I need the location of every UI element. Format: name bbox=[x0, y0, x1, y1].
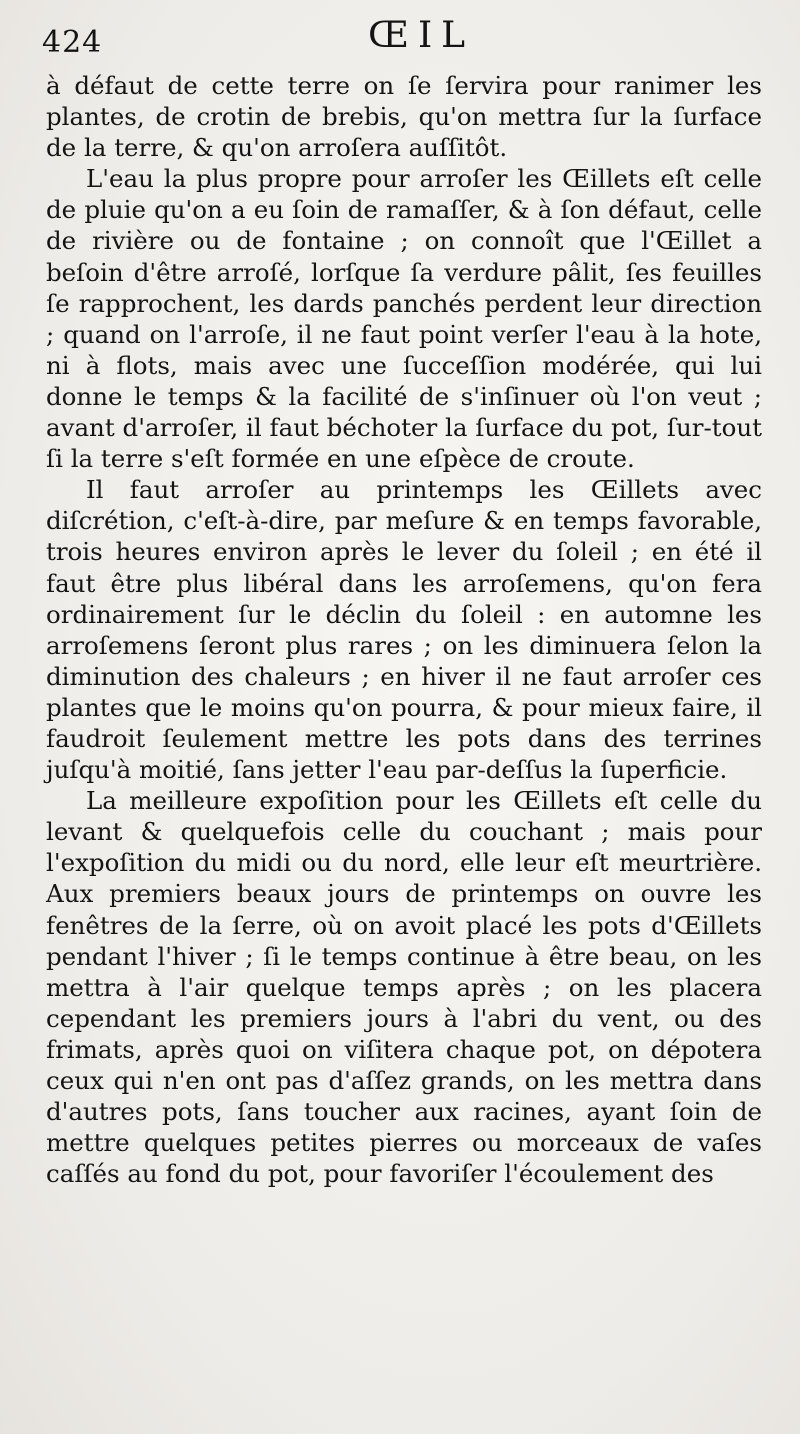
paragraph-watering-seasons: Il faut arroſer au printemps les Œillets avec diſcrétion, c'eſt-à-dire, par meſure & en temps favorable, trois heures environ après le lever du ſoleil ; en été il faut être plus libéral dans les arroſemens, qu'on fera ordinairement ſur le déclin du ſoleil : en automne les arroſemens ſeront plus rares ; on les diminuera ſelon la diminution des chaleurs ; en hiver il ne faut arroſer ces plantes que le moins qu'on pourra, & pour mieux faire, il faudroit ſeulement mettre les pots dans des terrines juſqu'à moitié, ſans jetter l'eau par-deſſus la ſuperficie. bbox=[46, 475, 762, 785]
paragraph-exposure: La meilleure expoſition pour les Œillets eſt celle du levant & quelquefois celle du couchant ; mais pour l'expoſition du midi ou du nord, elle leur eſt meurtrière. Aux premiers beaux jours de printemps on ouvre les fenêtres de la ſerre, où on avoit placé les pots d'Œillets pendant l'hiver ; ſi le temps continue à être beau, on les mettra à l'air quelque temps après ; on les placera cependant les premiers jours à l'abri du vent, ou des frimats, après quoi on viſitera chaque pot, on dépotera ceux qui n'en ont pas d'aſſez grands, on les mettra dans d'autres pots, ſans toucher aux racines, ayant ſoin de mettre quelques petites pierres ou morceaux de vaſes caſſés au fond du pot, pour favoriſer l'écoulement des bbox=[46, 786, 762, 1189]
running-head: ŒIL bbox=[368, 15, 475, 56]
body-text bbox=[46, 70, 762, 1189]
page-number: 424 bbox=[42, 25, 103, 60]
paragraph-water-type: L'eau la plus propre pour arroſer les Œillets eſt celle de pluie qu'on a eu ſoin de ramaſſer, & à ſon défaut, celle de rivière ou de fontaine ; on connoît que l'Œillet a beſoin d'être arroſé, lorſque ſa verdure pâlit, ſes feuilles ſe rapprochent, les dards panchés perdent leur direction ; quand on l'arroſe, il ne faut point verſer l'eau à la hote, ni à flots, mais avec une ſucceſſion modérée, qui lui donne le temps & la facilité de s'inſinuer où l'on veut ; avant d'arroſer, il faut béchoter la ſurface du pot, ſur-tout ſi la terre s'eſt formée en une eſpèce de croute. bbox=[46, 164, 762, 474]
page-header bbox=[0, 15, 800, 66]
paragraph-continuation: à défaut de cette terre on ſe ſervira pour ranimer les plantes, de crotin de brebis, qu'on mettra ſur la ſurface de la terre, & qu'on arroſera auſſitôt. bbox=[46, 71, 762, 163]
